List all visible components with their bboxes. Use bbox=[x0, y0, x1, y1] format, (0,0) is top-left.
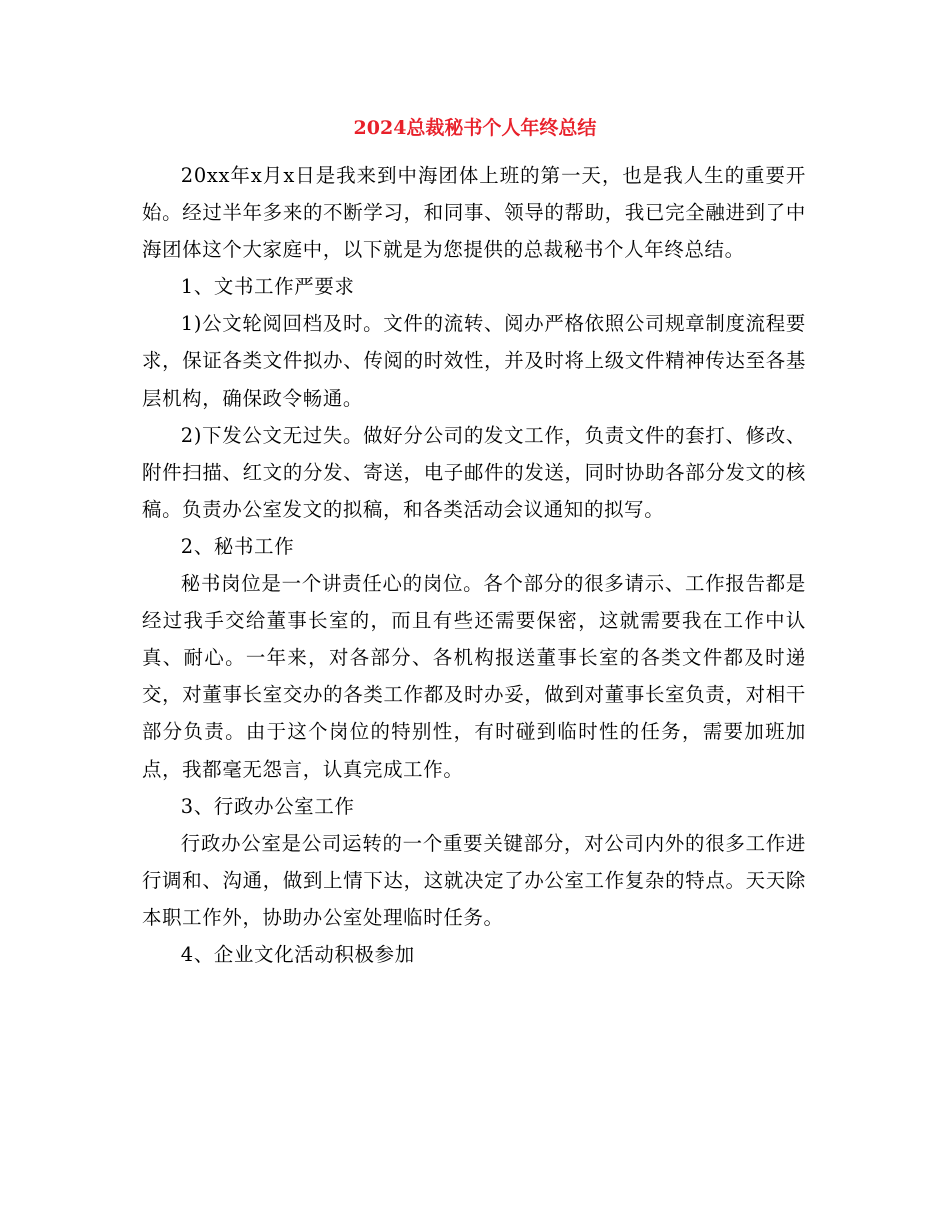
body-paragraph: 2)下发公文无过失。做好分公司的发文工作，负责文件的套打、修改、附件扫描、红文的分发、寄送，电子邮件的发送，同时协助各部分发文的核稿。负责办公室发文的拟稿，和各类活动会议通知的拟写。 bbox=[142, 423, 806, 521]
document-body bbox=[142, 157, 806, 973]
intro-paragraph: 20xx年x月x日是我来到中海团体上班的第一天，也是我人生的重要开始。经过半年多来的不断学习，和同事、领导的帮助，我已完全融进到了中海团体这个大家庭中，以下就是为您提供的总裁秘书个人年终总结。 bbox=[142, 164, 806, 262]
section-heading-4: 4、企业文化活动积极参加 bbox=[180, 942, 415, 966]
section-heading-2: 2、秘书工作 bbox=[180, 534, 295, 558]
body-paragraph: 秘书岗位是一个讲责任心的岗位。各个部分的很多请示、工作报告都是经过我手交给董事长室的，而且有些还需要保密，这就需要我在工作中认真、耐心。一年来，对各部分、各机构报送董事长室的各类文件都及时递交，对董事长室交办的各类工作都及时办妥，做到对董事长室负责，对相干部分负责。由于这个岗位的特别性，有时碰到临时性的任务，需要加班加点，我都毫无怨言，认真完成工作。 bbox=[142, 572, 806, 781]
section-heading-3: 3、行政办公室工作 bbox=[180, 794, 355, 818]
section-heading-1: 1、文书工作严要求 bbox=[180, 275, 355, 299]
body-paragraph: 行政办公室是公司运转的一个重要关键部分，对公司内外的很多工作进行调和、沟通，做到上情下达，这就决定了办公室工作复杂的特点。天天除本职工作外，协助办公室处理临时任务。 bbox=[142, 831, 806, 929]
body-paragraph: 1)公文轮阅回档及时。文件的流转、阅办严格依照公司规章制度流程要求，保证各类文件拟办、传阅的时效性，并及时将上级文件精神传达至各基层机构，确保政令畅通。 bbox=[142, 312, 806, 410]
document-title: 2024总裁秘书个人年终总结 bbox=[353, 117, 597, 139]
